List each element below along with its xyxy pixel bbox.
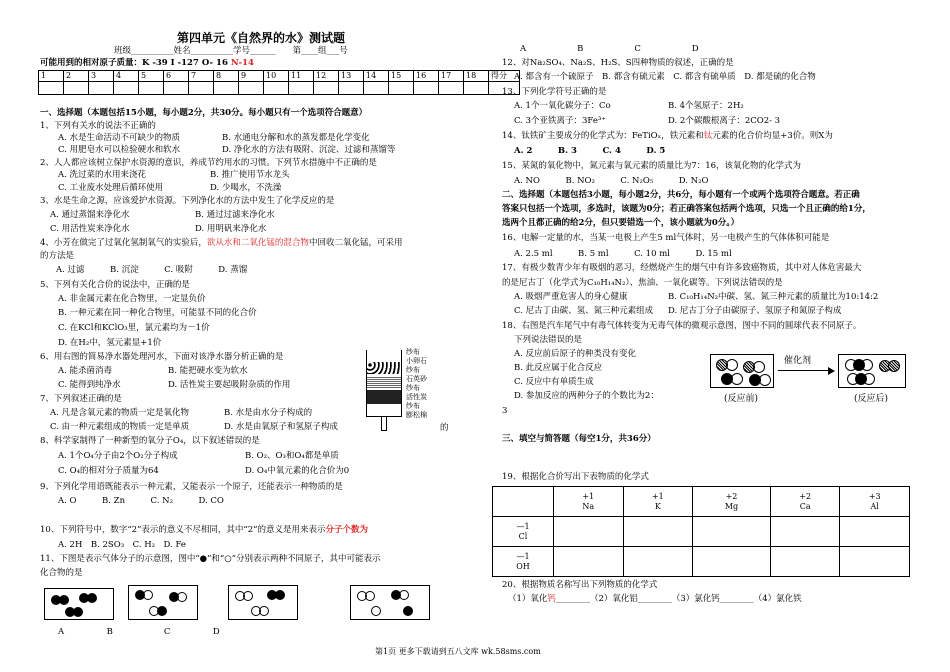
q2-option-c: C. 工业废水处理后循环使用 [58, 183, 164, 193]
q7-option-b: B. 水是由水分子构成的 [224, 408, 313, 418]
table-head-cell: +1 K [623, 487, 693, 517]
arrow-head-icon [828, 367, 835, 375]
q18-option-b: B. 此反应属于化合反应 [514, 363, 603, 373]
section3-heading: 三、填空与简答题（每空1分，共36分） [502, 434, 656, 444]
q17-option-d: D. 尼古丁分子由碳原子、氢原子和氮原子构成 [668, 306, 842, 316]
q7: 7、下列叙述正确的是 [40, 394, 122, 404]
q16-options: A. 2.5 ml B. 5 ml C. 10 ml D. 15 ml [514, 249, 732, 259]
score-header-cell: 15 [389, 71, 414, 82]
q3-option-b: B. 通过过滤来净化水 [195, 210, 275, 220]
atomic-mass-values: K -39 I -127 O- 16 [142, 58, 228, 68]
before-box [710, 354, 774, 388]
q10 [40, 525, 368, 536]
q20-text: （1）氧化 [508, 594, 548, 604]
filter-label: 纱布 [406, 384, 420, 392]
score-header-cell: 14 [364, 71, 389, 82]
q7-option-c: C. 由一种元素组成的物质一定是单质 [50, 422, 190, 432]
table-head-cell: +3 Al [840, 487, 910, 517]
q13: 13、下列化学符号正确的是 [502, 87, 607, 97]
score-answer-cell[interactable] [64, 82, 89, 95]
q17-option-c: C. 尼古丁由碳、氢、氮三种元素组成 [514, 306, 654, 316]
q18-option-d-end: 3 [502, 406, 508, 416]
score-answer-cell[interactable] [439, 82, 464, 95]
q7-end: 的 [440, 423, 449, 433]
score-header-cell: 7 [189, 71, 214, 82]
answer-cell[interactable] [554, 547, 624, 577]
score-table [38, 70, 520, 95]
q2-option-b: B. 推广使用节水龙头 [210, 170, 290, 180]
q15: 15、某氮的氧化物中，氮元素与氧元素的质量比为7：16，该氧化物的化学式为 [502, 161, 802, 171]
page-footer: 第1页 更多下载请到五八文库 wk.58sms.com [375, 647, 541, 656]
q8-option-c: C. O₄的相对分子质量为64 [58, 466, 159, 476]
valence-table [492, 486, 910, 577]
q9: 9、下列化学用语既能表示一种元素，又能表示一个原子，还能表示一种物质的是 [40, 482, 343, 492]
q18-option-c: C. 反应中有单质生成 [514, 377, 594, 387]
answer-cell[interactable] [554, 517, 624, 547]
q11-cont: 化合物的是 [40, 568, 83, 578]
q1-option-b: B. 水通电分解和水的蒸发都是化学变化 [222, 133, 370, 143]
q6-option-b: B. 能把硬水变为软水 [168, 366, 248, 376]
q13-option-a: A. 1个一氧化碳分子：Co [514, 101, 611, 111]
molecule-box-a [44, 588, 114, 620]
molecule-box-b [128, 585, 198, 620]
score-answer-cell[interactable] [314, 82, 339, 95]
q4-highlight: 欲从水和二氧化锰的混合物 [206, 238, 309, 248]
q6-option-d: D. 活性炭主要起吸附杂质的作用 [168, 380, 291, 390]
white-atom [726, 359, 738, 371]
q12-options: A. 都含有一个硫原子 B. 都含有硫元素 C. 都含有硫单质 D. 都是硫的化合物 [514, 72, 816, 82]
score-header-cell: 11 [289, 71, 314, 82]
score-header-cell: 9 [239, 71, 264, 82]
q17-option-b: B. C₁₀H₁₄N₂中碳、氢、氮三种元素的质量比为10:14:2 [668, 292, 879, 302]
q18-option-d: D. 参加反应的两种分子的个数比为2： [514, 391, 659, 401]
q8-option-d: D. O₄中氧元素的化合价为0 [245, 466, 350, 476]
q14-text-end: 元素的化合价均显+3价。则X为 [712, 131, 833, 141]
white-atom [759, 374, 771, 386]
score-answer-cell[interactable] [89, 82, 114, 95]
q20-text-end: ________（2）氧化铝________（3）氯化钙________（4）氯化铁 [555, 594, 802, 604]
white-atom [753, 361, 765, 373]
q4-text-end: 中回收二氧化锰，可采用 [308, 238, 403, 248]
q8: 8、科学家制得了一种新型的氧分子O₄，以下叙述错误的是 [40, 436, 260, 446]
q5-option-b: B. 一种元素在同一种化合物里，可能显不同的化合价 [58, 308, 257, 318]
q15-options: A. NO B. NO₂ C. N₂O₅ D. N₂O [514, 176, 709, 186]
catalyst-label: 催化剂 [784, 356, 812, 366]
score-header-cell: 4 [114, 71, 139, 82]
score-header-cell: 5 [139, 71, 164, 82]
q20-highlight: 钙 [547, 594, 556, 604]
score-header-cell: 8 [214, 71, 239, 82]
q5: 5、下列有关化合价的说法中，正确的是 [40, 280, 190, 290]
carbon-layer [367, 390, 401, 404]
score-answer-cell[interactable] [339, 82, 364, 95]
filter-label: 纱布 [406, 402, 420, 410]
answer-cell[interactable] [693, 517, 771, 547]
q17-option-a: A. 吸烟严重危害人的身心健康 [514, 292, 628, 302]
black-atom [73, 607, 83, 617]
student-info-line: 班级__________姓名__________学号______ 第____组___号 [114, 46, 348, 56]
before-label: (反应前) [724, 394, 759, 404]
answer-cell[interactable] [623, 517, 693, 547]
section2-heading-3: 选两个且都正确的给2分，但只要错选一个，该小题就为0分。） [502, 218, 740, 228]
white-atom [243, 591, 253, 601]
score-header-cell: 2 [64, 71, 89, 82]
white-atom [399, 590, 409, 600]
score-header-cell: 3 [89, 71, 114, 82]
section1-heading: 一、选择题（本题包括15小题，每小题2分，共30分。每小题只有一个选项符合题意） [40, 108, 368, 118]
filter-label: 纱布 [406, 348, 420, 356]
white-atom [731, 373, 743, 385]
q14-highlight: 钛 [703, 131, 713, 141]
score-header-cell: 18 [464, 71, 489, 82]
score-answer-cell[interactable] [414, 82, 439, 95]
filter-labels [406, 348, 427, 420]
answer-cell[interactable] [770, 517, 840, 547]
score-answer-cell[interactable] [364, 82, 389, 95]
q2-option-d: D. 少喝水，不洗澡 [210, 183, 282, 193]
score-header-cell: 10 [264, 71, 289, 82]
page-title: 第四单元《自然界的水》测试题 [177, 31, 346, 45]
white-atom [259, 606, 269, 616]
pebble-layer [367, 362, 401, 374]
q4-options: A. 过滤 B. 沉淀 C. 吸附 D. 蒸馏 [56, 265, 248, 275]
q17: 17、有极少数青少年有吸烟的恶习，经燃烧产生的烟气中有许多致癌物质，其中对人体危害最大 [502, 263, 862, 273]
reaction-arrow [778, 370, 830, 371]
q18: 18、右图是汽车尾气中有毒气体转变为无毒气体的微观示意图，图中不同的圆球代表不同原子。 [502, 321, 862, 331]
q5-option-d: D. 在H₂中，氢元素显+1价 [58, 338, 162, 348]
answer-cell[interactable] [840, 547, 910, 577]
q6: 6、用右图的简易净水器处理河水，下面对该净水器分析正确的是 [40, 352, 284, 362]
q3-option-c: C. 用活性炭来净化水 [50, 224, 130, 234]
score-header-cell: 13 [339, 71, 364, 82]
q6-option-c: C. 能得到纯净水 [58, 380, 121, 390]
q4-cont: 的方法是 [40, 251, 75, 261]
water-filter-diagram [366, 346, 446, 436]
q3: 3、水是生命之源，应该爱护水资源。下列净化水的方法中发生了化学反应的是 [40, 196, 335, 206]
q14-options: A. 2 B. 3 C. 4 D. 5 [514, 146, 666, 156]
q5-option-a: A. 非金属元素在化合物里，一定显负价 [58, 294, 206, 304]
q10-highlight: 分子个数为 [325, 525, 369, 535]
filter-label: 活性炭 [406, 393, 427, 401]
score-header-cell: 17 [439, 71, 464, 82]
score-answer-cell[interactable] [214, 82, 239, 95]
q1-option-c: C. 用肥皂水可以检验硬水和软水 [58, 145, 181, 155]
q12: 12、对Na₂SO₄、Na₂S、H₂S、S四种物质的叙述，正确的是 [502, 58, 734, 68]
q5-option-c: C. 在KCl和KClO₃里，氯元素均为－1价 [58, 323, 210, 333]
q2-option-a: A. 洗过菜的水用来浇花 [58, 170, 147, 180]
section2-heading-1: 二、选择题（本题包括3小题，每小题2分，共6分，每小题有一个或两个选项符合题意。若正确 [502, 190, 860, 200]
answer-cell[interactable] [840, 517, 910, 547]
answer-cell[interactable] [693, 547, 771, 577]
atomic-mass-label: 可能用到的相对原子质量： [40, 58, 143, 68]
score-answer-cell[interactable] [114, 82, 139, 95]
score-answer-cell[interactable] [139, 82, 164, 95]
q14-text: 14、钛铁矿主要成分的化学式为：FeTiOₓ，铁元素和 [502, 131, 704, 141]
q2: 2、人人都应该树立保护水资源的意识，养成节约用水的习惯。下列节水措施中不正确的是 [40, 158, 377, 168]
q18-option-a: A. 反应前后原子的种类没有变化 [514, 349, 637, 359]
q13-option-c: C. 3个亚铁离子：3Fe³⁺ [514, 116, 606, 126]
table-head-cell: +2 Mg [693, 487, 771, 517]
hatched-atom [888, 360, 900, 372]
answer-cell[interactable] [770, 547, 840, 577]
molecule-box-c [228, 585, 298, 620]
q10-text: 10、下列符号中，数字“2”表示的意义不尽相同，其中“2”的意义是用来表示 [40, 525, 326, 535]
black-atom [59, 595, 69, 605]
q16: 16、电解一定量的水，当某一电极上产生5 ml气体时，另一电极产生的气体体积可能是 [502, 233, 830, 243]
score-answer-cell[interactable] [464, 82, 489, 95]
q7-option-a: A. 凡是含氧元素的物质一定是氧化物 [50, 408, 190, 418]
q1-option-d: D. 净化水的方法有吸附、沉淀、过滤和蒸馏等 [222, 145, 396, 155]
q13-option-b: B. 4个氢原子：2H₂ [668, 101, 744, 111]
q20-line [508, 594, 802, 605]
score-answer-cell[interactable] [289, 82, 314, 95]
after-label: (反应后) [854, 394, 889, 404]
white-atom [861, 359, 873, 371]
table-row-label: —1 OH [493, 547, 554, 577]
q3-option-d: D. 用明矾来净化水 [195, 224, 267, 234]
black-atom [87, 593, 97, 603]
q7-option-d: D. 水是由氧原子和氢原子构成 [224, 422, 338, 432]
q8-option-a: A. 1个O₄分子由2个O₂分子构成 [58, 451, 178, 461]
q4-text: 4、小芳在做完了过氧化氢制氧气的实验后， [40, 238, 207, 248]
atomic-mass-line [40, 58, 254, 69]
white-atom [143, 590, 153, 600]
score-answer-cell[interactable] [164, 82, 189, 95]
table-corner [493, 487, 554, 517]
q10-options: A. 2H B. 2SO₃ C. H₂ D. Fe [58, 540, 186, 550]
q9-options: A. O B. Zn C. N₂ D. CO [58, 496, 224, 506]
sand-layer [367, 376, 401, 388]
q19: 19、根据化合价写出下表物质的化学式 [502, 472, 649, 482]
white-atom [863, 373, 875, 385]
score-header-cell: 6 [164, 71, 189, 82]
white-atom [365, 591, 375, 601]
score-answer-cell[interactable] [264, 82, 289, 95]
white-atom [371, 606, 381, 616]
white-atom [177, 592, 187, 602]
q6-option-a: A. 能杀菌消毒 [58, 366, 113, 376]
black-atom [157, 606, 167, 616]
answer-cell[interactable] [623, 547, 693, 577]
table-head-cell: +2 Ca [770, 487, 840, 517]
q11-options: A B C D [58, 627, 220, 637]
score-header-cell: 16 [414, 71, 439, 82]
q8-option-b: B. O₂、O₃和O₄都是单质 [245, 451, 339, 461]
q13-option-d: D. 2个碳酸根离子：2CO2- 3 [668, 116, 781, 126]
q14 [502, 131, 833, 142]
filter-label: 膨松棉 [406, 411, 427, 419]
table-head-cell: +1 Na [554, 487, 624, 517]
score-answer-cell[interactable] [189, 82, 214, 95]
q1-option-a: A. 水是生命活动不可缺少的物质 [58, 133, 181, 143]
q17-cont: 的是尼古丁（化学式为C₁₀H₁₄N₂）、焦油、一氧化碳等。下列说法错误的是 [502, 278, 783, 288]
score-answer-cell[interactable] [39, 82, 64, 95]
score-answer-cell[interactable] [239, 82, 264, 95]
q20: 20、根据物质名称写出下列物质的化学式 [502, 580, 658, 590]
score-answer-cell[interactable] [389, 82, 414, 95]
section2-heading-2: 答案只包括一个选项，多选时，该题为0分；若正确答案包括两个选项，只选一个且正确的给1分， [502, 204, 871, 214]
q1: 1、下列有关水的说法不正确的 [40, 121, 156, 131]
q3-option-a: A. 通过蒸馏来净化水 [50, 210, 130, 220]
after-box [838, 354, 906, 388]
reaction-diagram [710, 350, 910, 412]
filter-label: 石英砂 [406, 375, 427, 383]
black-atom [403, 606, 413, 616]
filter-outlet [381, 416, 387, 431]
score-header-cell: 1 [39, 71, 64, 82]
filter-label: 纱布 [406, 366, 420, 374]
table-row-label: —1 Cl [493, 517, 554, 547]
q11: 11、下图是表示气体分子的示意图，图中“●”和“○”分别表示两种不同原子，其中可能表示 [40, 554, 381, 564]
filter-label: 小卵石 [406, 357, 427, 365]
molecule-box-d [350, 585, 430, 620]
atomic-mass-red: N-14 [230, 58, 254, 68]
score-header-cell: 12 [314, 71, 339, 82]
q4 [40, 238, 402, 249]
q18-cont: 下列说法错误的是 [514, 335, 583, 345]
filter-bottle [366, 350, 402, 417]
black-atom [275, 590, 285, 600]
score-header-cell: 得分 [489, 71, 520, 82]
q11-options-top: A B C D [520, 44, 699, 54]
